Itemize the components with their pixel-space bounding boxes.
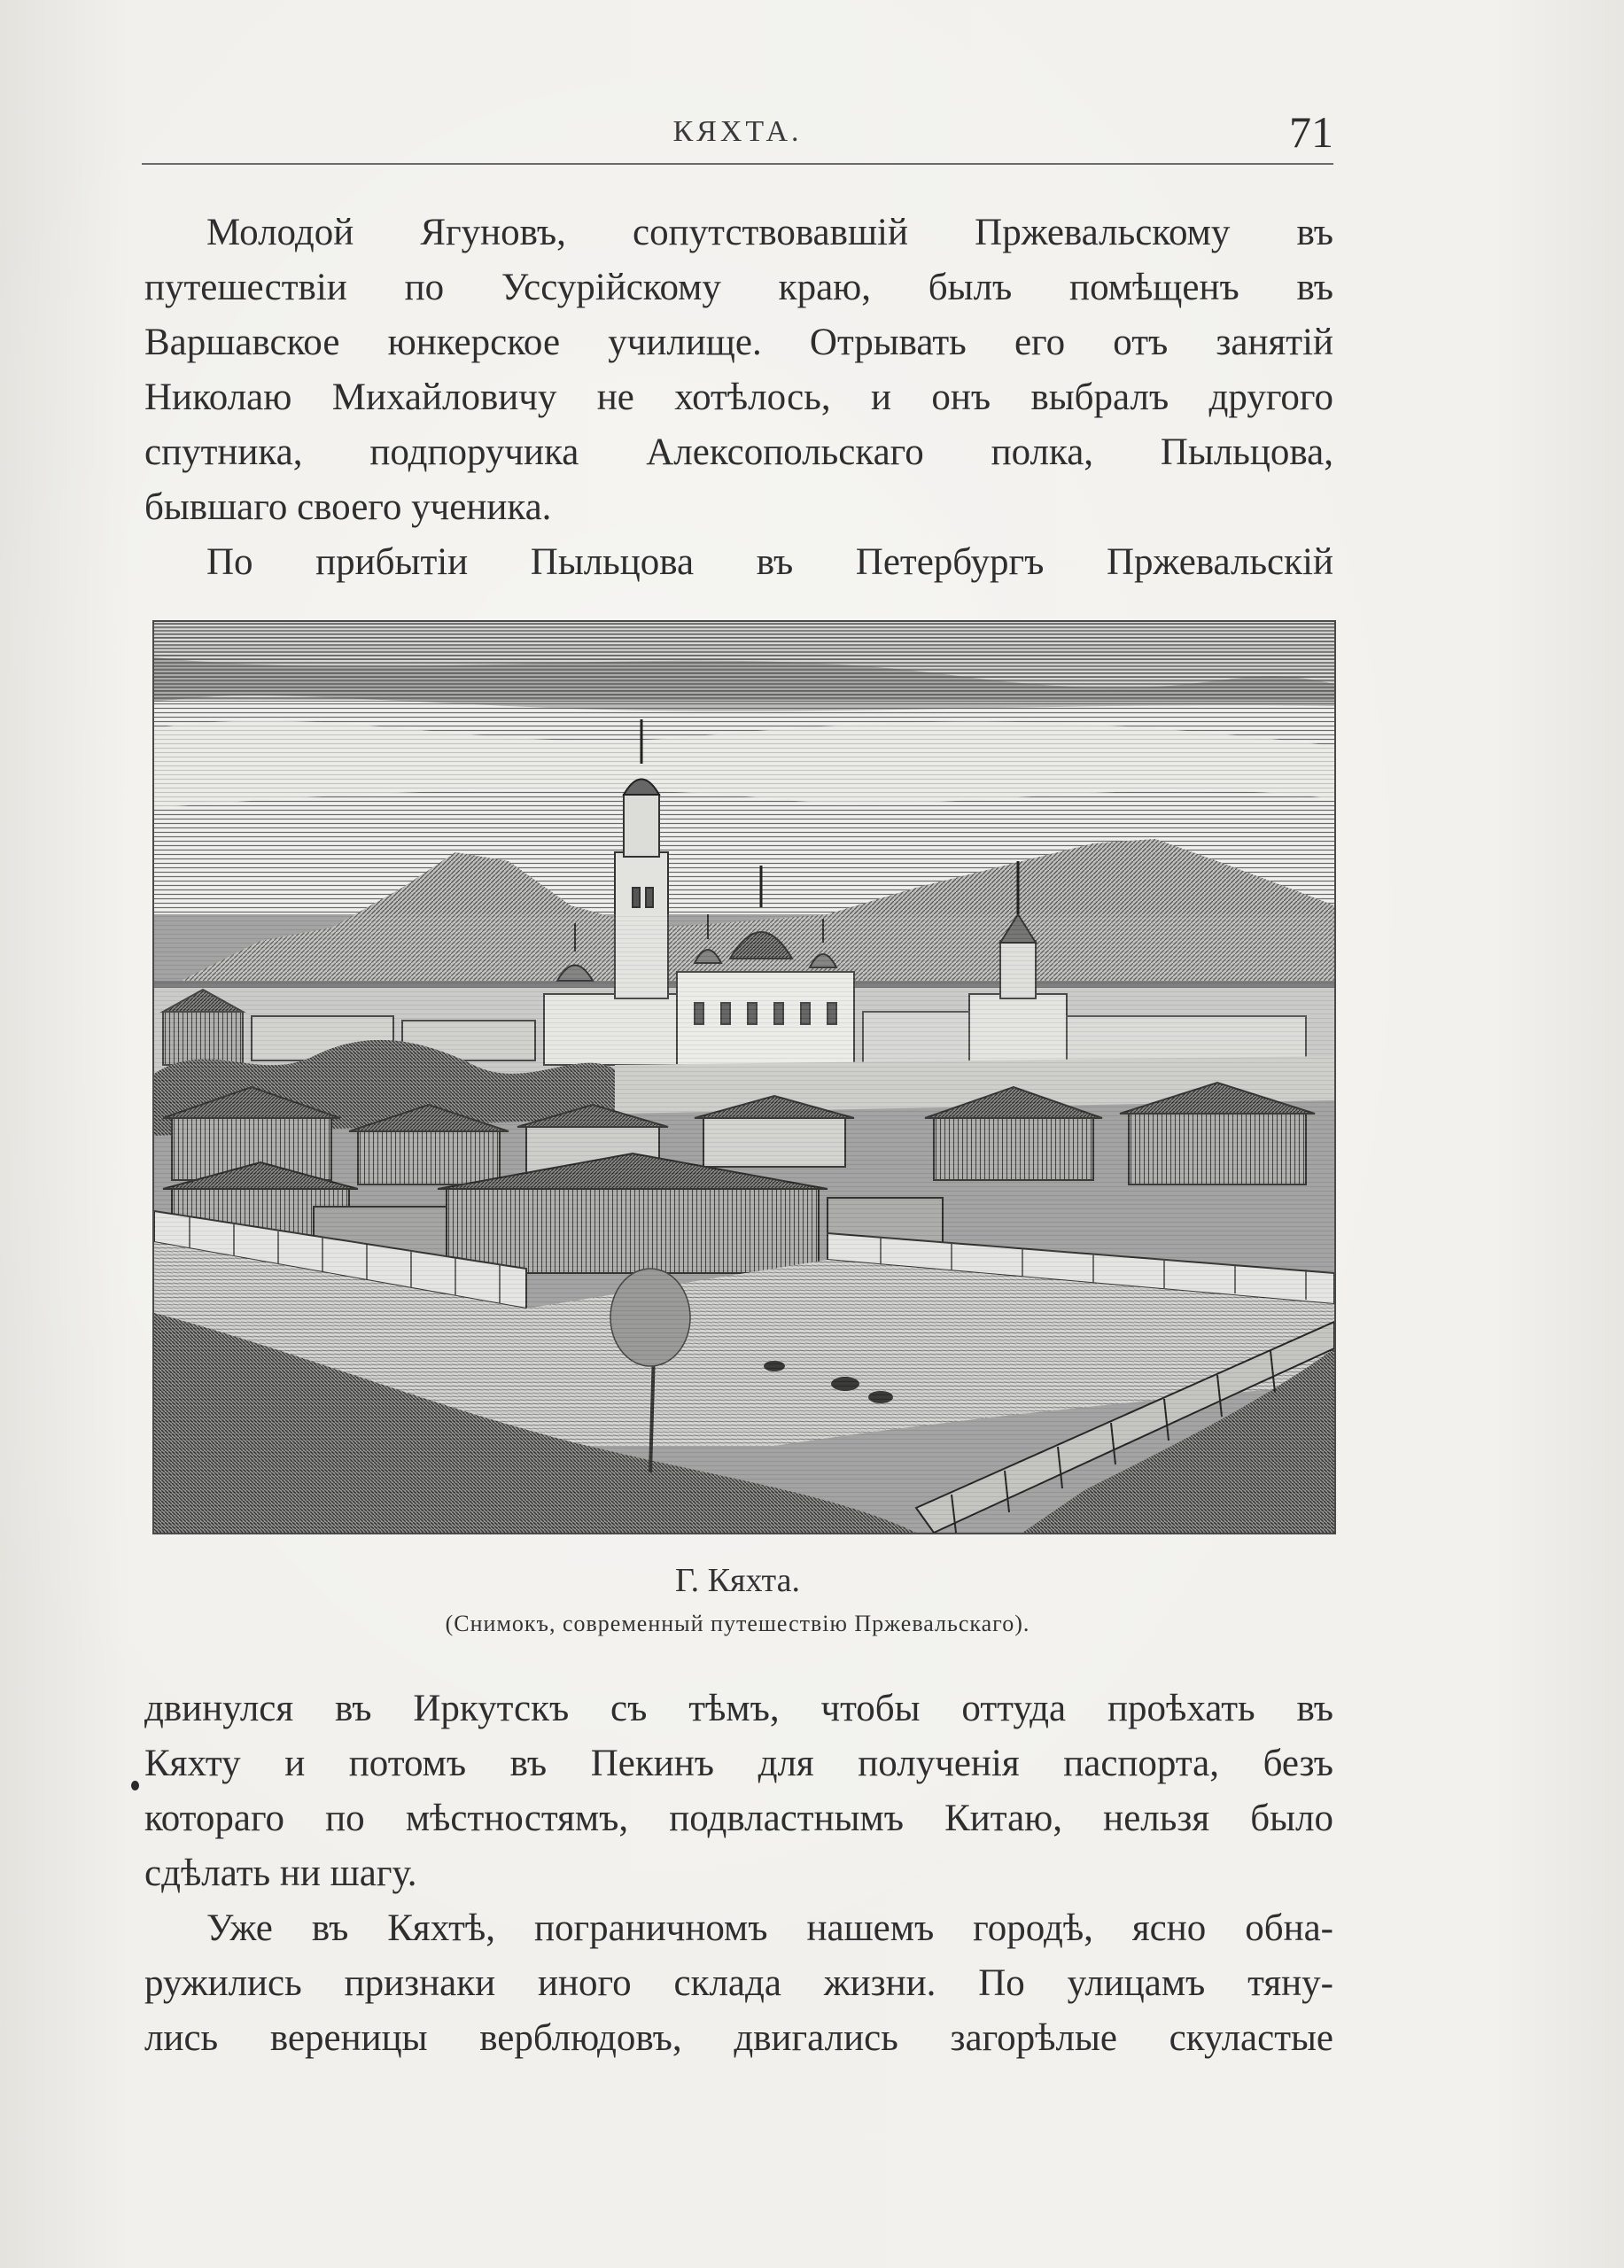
text-line: двинулся въ Иркутскъ съ тѣмъ, чтобы оттуда проѣхать въ: [144, 1688, 1333, 1729]
page-number: 71: [1289, 107, 1333, 157]
text-line: котораго по мѣстностямъ, подвластнымъ Китаю, нельзя было: [144, 1798, 1333, 1839]
text-line: путешествіи по Уссурійскому краю, былъ помѣщенъ въ: [144, 267, 1333, 308]
text-line: спутника, подпоручика Алексопольскаго полка, Пыльцова,: [144, 431, 1333, 473]
text-line: По прибытіи Пыльцова въ Петербургъ Пржевальскій: [206, 541, 1333, 583]
text-line: Кяхту и потомъ въ Пекинъ для полученія паспорта, безъ: [144, 1743, 1333, 1784]
text-line: лись вереницы верблюдовъ, двигались загорѣлые скуластые: [144, 2017, 1333, 2059]
text-line: Варшавское юнкерское училище. Отрывать его отъ занятій: [144, 322, 1333, 363]
ink-spot: [131, 1781, 139, 1790]
text-line: Уже въ Кяхтѣ, пограничномъ нашемъ городѣ, ясно обна-: [206, 1907, 1333, 1949]
engraving-drawing: [154, 622, 1334, 1533]
engraving-illustration: [152, 620, 1336, 1534]
running-head: [142, 106, 1333, 168]
text-line: бывшаго своего ученика.: [144, 486, 552, 528]
running-title: КЯХТА.: [672, 115, 803, 148]
figure-caption-subtitle: (Снимокъ, современный путешествію Пржевальскаго).: [445, 1611, 1030, 1636]
text-block-bottom: [144, 1682, 1333, 2066]
text-line: ружились признаки иного склада жизни. По улицамъ тяну-: [144, 1962, 1333, 2004]
text-line: сдѣлать ни шагу.: [144, 1852, 417, 1894]
text-block-top: [144, 206, 1333, 590]
text-line: Молодой Ягуновъ, сопутствовавшій Пржевальскому въ: [206, 212, 1333, 253]
figure-caption-title: Г. Кяхта.: [675, 1562, 800, 1599]
text-line: Николаю Михайловичу не хотѣлось, и онъ выбралъ другого: [144, 377, 1333, 418]
header-rule: [142, 163, 1333, 165]
